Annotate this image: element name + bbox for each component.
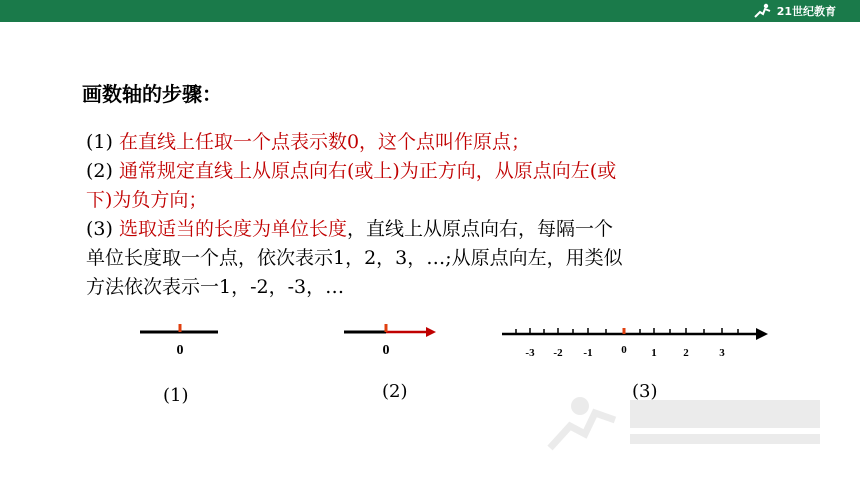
fig3-tick-label: -3 (525, 347, 535, 359)
fig3-tick-label: -1 (583, 347, 593, 359)
step-text-run: 下)为负方向； (86, 189, 208, 211)
brand-logo (753, 2, 836, 20)
fig3-arrow-icon (756, 328, 768, 340)
fig1-caption: (1) (163, 385, 189, 406)
step-text-run: 在直线上任取一个点表示数0，这个点叫作原点； (118, 131, 531, 153)
page-title: 画数轴的步骤： (82, 82, 222, 106)
step-text-run: 方法依次表示一1，-2，-3，… (86, 276, 345, 298)
step-3-line (86, 273, 786, 302)
step-text-run: (2) (86, 160, 119, 182)
number-line-fig-1 (130, 316, 230, 366)
step-1-line (86, 128, 786, 157)
top-header-bar (0, 0, 860, 22)
watermark-logo (540, 388, 840, 458)
step-3-line (86, 244, 786, 273)
fig3-caption: (3) (632, 381, 658, 402)
runner-icon (753, 3, 773, 19)
step-2-line (86, 157, 786, 186)
step-3-line (86, 215, 786, 244)
steps-list (86, 128, 786, 302)
fig3-tick-label: -2 (553, 347, 563, 359)
fig3-tick-label: 3 (719, 347, 725, 359)
fig3-tick-label: 1 (651, 347, 657, 359)
number-line-fig-2 (336, 316, 446, 366)
step-text-run: (3) (86, 218, 119, 240)
fig2-caption: (2) (382, 381, 408, 402)
number-line-fig-3 (496, 320, 776, 365)
fig1-origin-label: 0 (176, 343, 184, 358)
logo-text: 21世纪教育 (776, 5, 836, 18)
step-text-run: 选取适当的长度为单位长度 (118, 218, 347, 240)
step-text-run: 通常规定直线上从原点向右(或上)为正方向，从原点向左(或 (118, 160, 617, 182)
fig2-origin-label: 0 (382, 343, 390, 358)
fig3-tick-label: 0 (621, 344, 627, 356)
fig2-arrow-icon (426, 327, 436, 337)
fig3-ticks (516, 328, 738, 359)
fig3-tick-label: 2 (683, 347, 689, 359)
step-2-line (86, 186, 786, 215)
step-text-run: 单位长度取一个点，依次表示1，2，3，…;从原点向左，用类似 (86, 247, 623, 269)
step-text-run: ，直线上从原点向右，每隔一个 (346, 218, 613, 240)
step-text-run: (1) (86, 131, 119, 153)
